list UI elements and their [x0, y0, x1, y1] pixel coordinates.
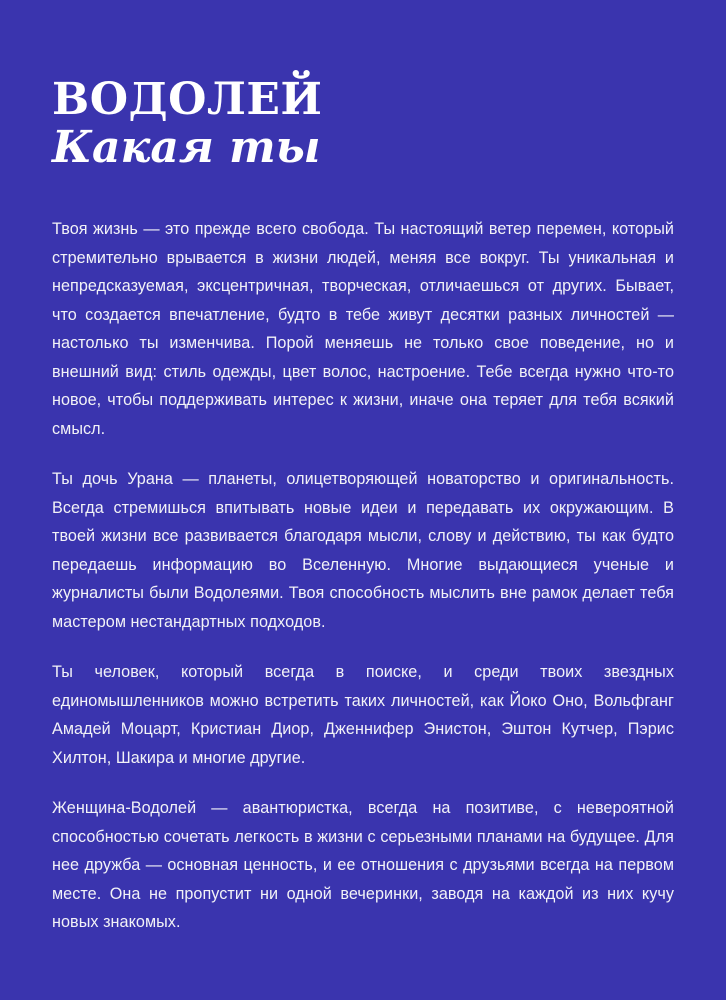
paragraph-4: Женщина-Водолей — авантюристка, всегда на позитиве, с невероятной способностью сочетать легкость в жизни с серьезными планами на будущее. Для нее дружба — основная ценность, и ее отношения с друзьями всегда на первом месте. Она не пропустит ни одной вечеринки, заводя на каждой из них кучу новых знакомых.	[52, 799, 674, 932]
paragraph-1: Твоя жизнь — это прежде всего свобода. Ты настоящий ветер перемен, который стремительно врывается в жизни людей, меняя все вокруг. Ты уникальная и непредсказуемая, эксцентричная, творческая, отличаешься от других. Бывает, что создается впечатление, будто в тебе живут десятки разных личностей — настолько ты изменчива. Порой меняешь не только свое поведение, но и внешний вид: стиль одежды, цвет волос, настроение. Тебе всегда нужно что-то новое, чтобы поддерживать интерес к жизни, иначе она теряет для тебя всякий смысл.	[52, 220, 674, 438]
paragraph-2: Ты дочь Урана — планеты, олицетворяющей новаторство и оригинальность. Всегда стремишься впитывать новые идеи и передавать их окружающим. В твоей жизни все развивается благодаря мысли, слову и действию, ты как будто передаешь информацию во Вселенную. Многие выдающиеся ученые и журналисты были Водолеями. Твоя способность мыслить вне рамок делает тебя мастером нестандартных подходов.	[52, 470, 674, 631]
zodiac-subtitle: Какая ты	[52, 121, 321, 173]
zodiac-sign-heading: ВОДОЛЕЙ	[52, 74, 323, 125]
body-text	[52, 215, 674, 937]
paragraph-3: Ты человек, который всегда в поиске, и среди твоих звездных единомышленников можно встретить таких личностей, как Йоко Оно, Вольфганг Амадей Моцарт, Кристиан Диор, Дженнифер Энистон, Эштон Кутчер, Пэрис Хилтон, Шакира и многие другие.	[52, 663, 674, 767]
page-title	[52, 74, 674, 173]
